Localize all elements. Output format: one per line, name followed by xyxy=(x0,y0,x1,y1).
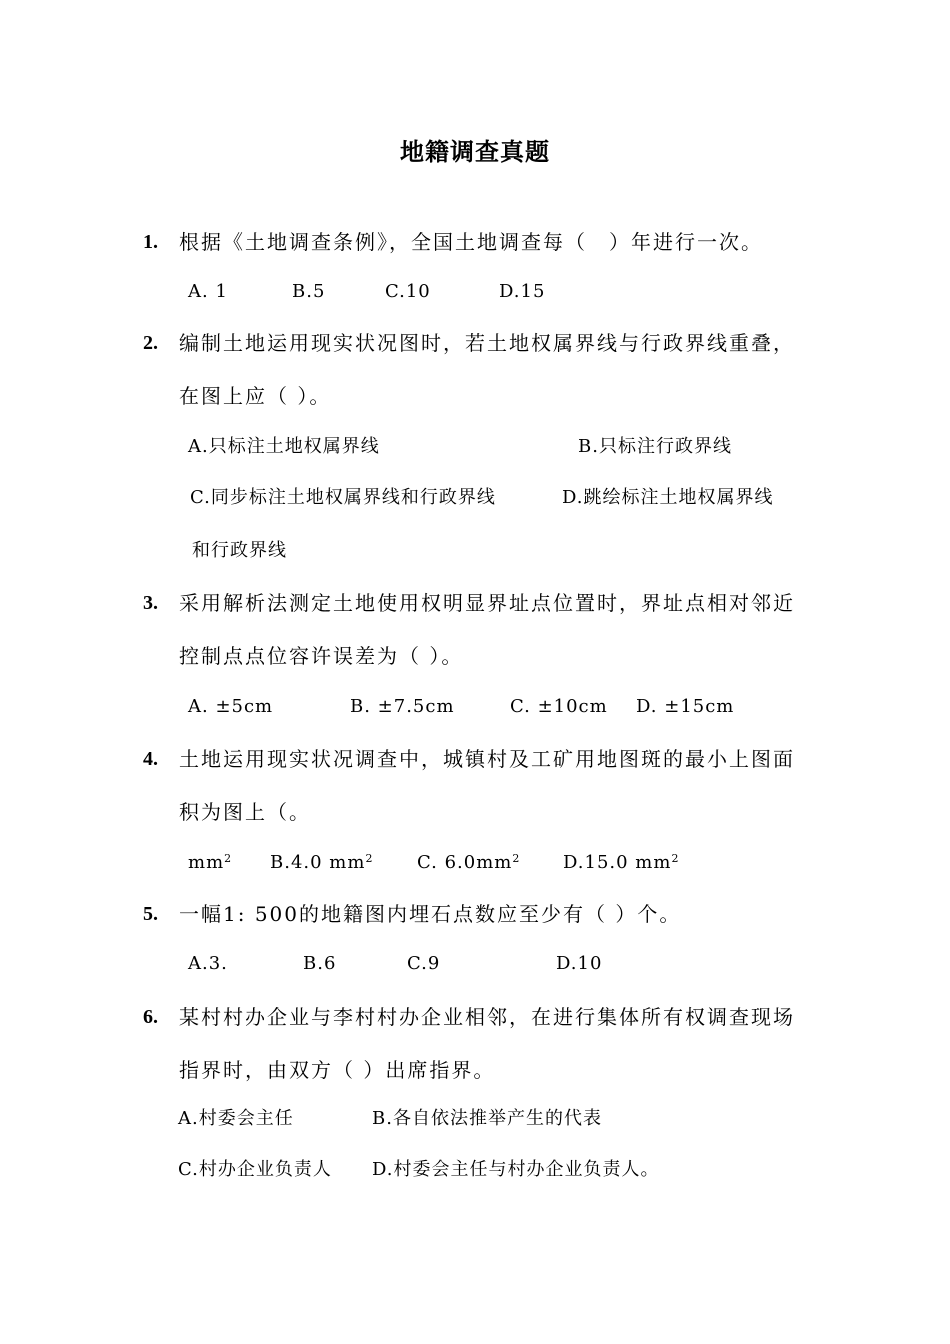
option-d: D.村委会主任与村办企业负责人。 xyxy=(372,1159,660,1180)
question-number: 6. xyxy=(143,1006,158,1028)
question-text-continued: 积为图上（。 xyxy=(179,800,311,824)
question-text: 根据《土地调查条例》，全国土地调查每（ ）年进行一次。 xyxy=(179,230,763,254)
question-number: 1. xyxy=(143,231,158,253)
option-d: D.跳绘标注土地权属界线 xyxy=(562,487,774,508)
option-c: C. ±10cm xyxy=(510,696,608,717)
option-a: A.只标注土地权属界线 xyxy=(188,436,380,457)
option-d: D.10 xyxy=(556,953,603,974)
option-d: D.15.0 $mm^2$ xyxy=(563,852,680,873)
option-c: C.9 xyxy=(407,953,441,974)
question-text: 编制土地运用现实状况图时，若土地权属界线与行政界线重叠， xyxy=(179,331,795,355)
superscript: 2 xyxy=(671,852,680,865)
question-text: 一幅1: 500的地籍图内埋石点数应至少有（ ）个。 xyxy=(179,902,682,926)
option-d-continued: 和行政界线 xyxy=(192,540,287,561)
option-a: A. 1 xyxy=(188,281,228,302)
question-number: 2. xyxy=(143,332,158,354)
question-number: 4. xyxy=(143,748,158,770)
question-number: 5. xyxy=(143,903,158,925)
question-text: 土地运用现实状况调查中，城镇村及工矿用地图斑的最小上图面 xyxy=(179,747,795,771)
option-c: C.10 xyxy=(385,281,431,302)
option-d: D.15 xyxy=(499,281,546,302)
option-b: B.6 xyxy=(303,953,337,974)
question-number: 3. xyxy=(143,592,158,614)
option-b: B.4.0 $mm^2$ xyxy=(270,852,374,873)
question-text: 某村村办企业与李村村办企业相邻，在进行集体所有权调查现场 xyxy=(179,1005,795,1029)
option-b: B. ±7.5cm xyxy=(350,696,455,717)
document-title: 地籍调查真题 xyxy=(400,137,550,166)
superscript: 2 xyxy=(512,852,521,865)
question-text-continued: 控制点点位容许误差为（ ）。 xyxy=(179,644,464,668)
superscript: 2 xyxy=(224,852,233,865)
option-c: C. $6.0mm^2$ xyxy=(417,852,521,873)
option-b: B.5 xyxy=(292,281,326,302)
option-b: B.各自依法推举产生的代表 xyxy=(372,1108,602,1129)
option-a: A.3. xyxy=(188,953,228,974)
option-a: $mm^2$ xyxy=(188,852,233,873)
superscript: 2 xyxy=(365,852,374,865)
option-c: C.村办企业负责人 xyxy=(178,1159,332,1180)
question-text: 采用解析法测定土地使用权明显界址点位置时，界址点相对邻近 xyxy=(179,591,795,615)
option-a: A.村委会主任 xyxy=(178,1108,294,1129)
question-text-continued: 指界时，由双方（ ）出席指界。 xyxy=(179,1058,496,1082)
option-b: B.只标注行政界线 xyxy=(578,436,732,457)
option-d: D. ±15cm xyxy=(636,696,735,717)
option-a: A. ±5cm xyxy=(188,696,274,717)
option-c: C.同步标注土地权属界线和行政界线 xyxy=(190,487,496,508)
question-text-continued: 在图上应（ ）。 xyxy=(179,384,332,408)
